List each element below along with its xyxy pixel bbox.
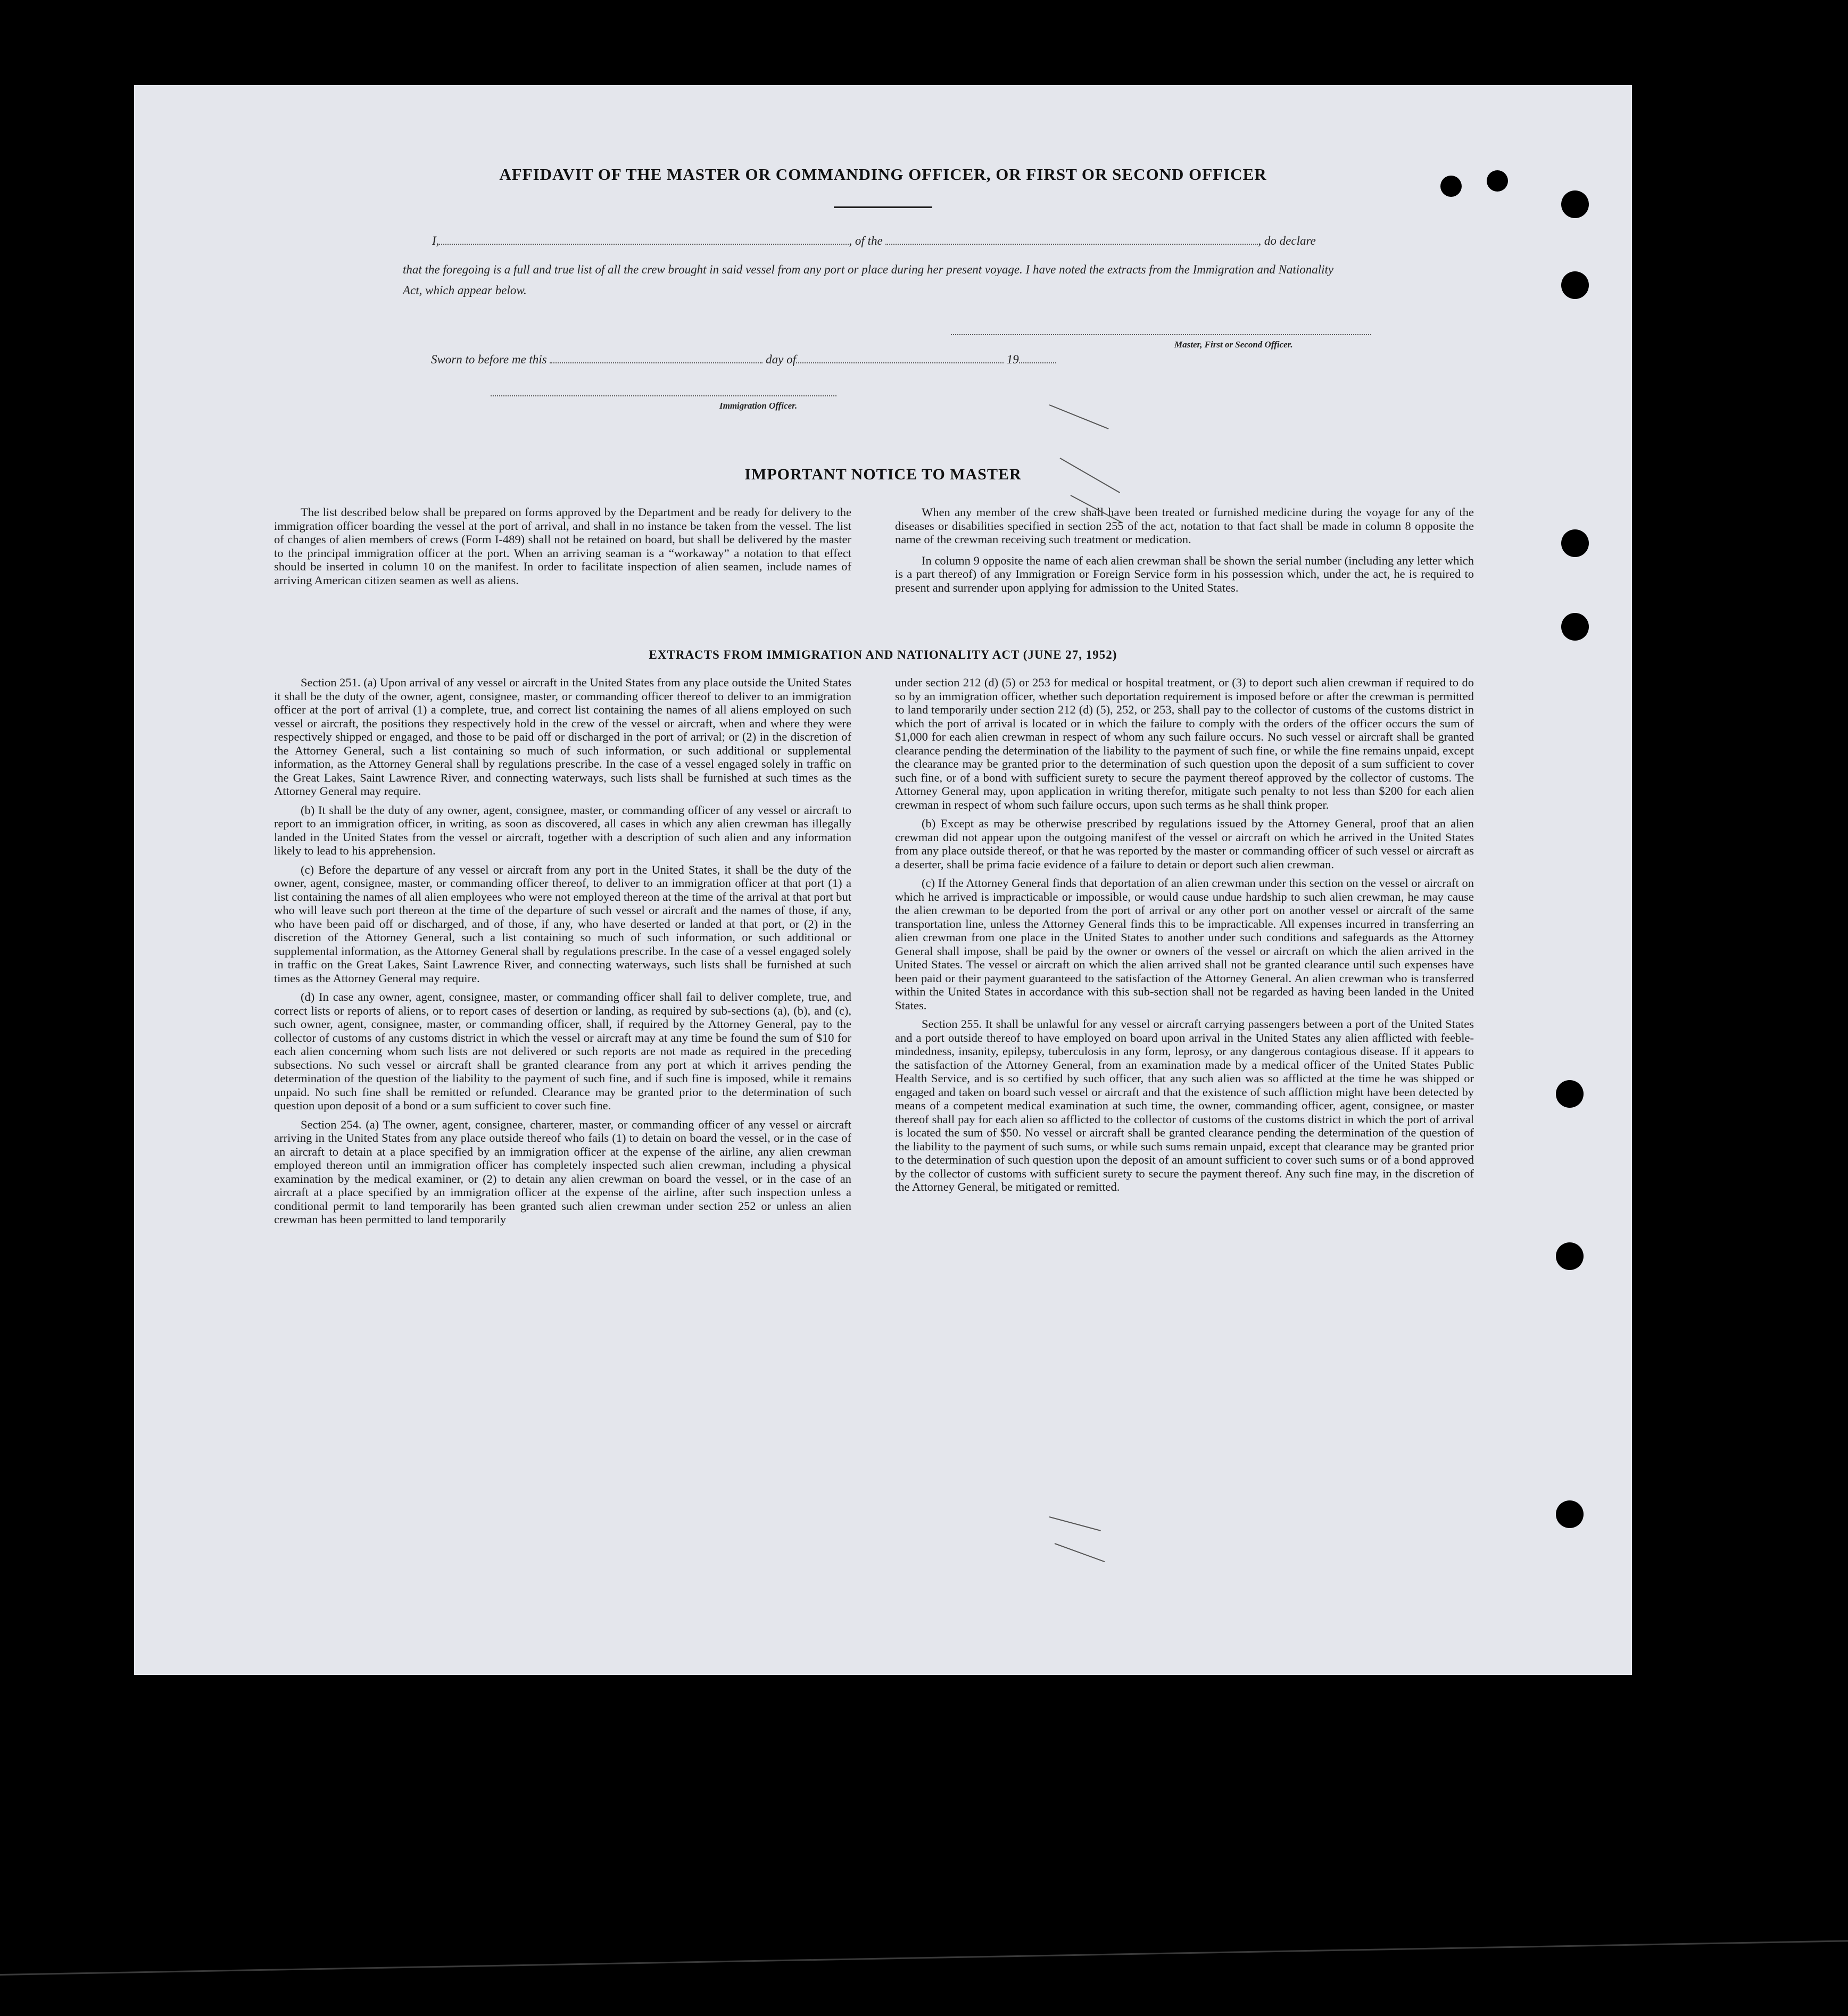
punch-hole — [1556, 1500, 1584, 1528]
pen-mark — [1049, 1516, 1101, 1531]
extracts-right-column — [895, 676, 1474, 1199]
section-251-d: (d) In case any owner, agent, consignee, master, or commanding officer shall fail to deliver complete, true, and correct lists or reports of aliens, or to report cases of desertion or landing, as required by sub-sections (a), (b), and (c), such owner, agent, consignee, master, or commanding officer, shall, if required by the Attorney General, pay to the collector of customs of any customs district in which the vessel or aircraft may at any time be found the sum of $10 for each alien concerning whom such lists are not delivered or such reports are not made as required in the preceding subsections. No such vessel or aircraft shall be granted clearance from any port at which it arrives pending the determination of the question of the liability to the payment of such fine, and if such fine is imposed, while it remains unpaid. No such fine shall be remitted or refunded. Clearance may be granted prior to the determination of such question upon deposit of a bond or a sum sufficient to cover such fine. — [274, 990, 851, 1112]
sworn-year-field[interactable] — [1019, 354, 1056, 363]
section-251-a: Section 251. (a) Upon arrival of any vessel or aircraft in the United States from any place outside the United States it shall be the duty of the owner, agent, consignee, master, or commanding officer thereof to deliver to an immigration officer at the port of arrival (1) a complete, true, and correct list containing the names of all aliens employed on such vessel or aircraft, the positions they respectively hold in the crew of the vessel or aircraft, when and where they were respectively shipped or engaged, and those to be paid off or discharged in the port of arrival; or (2) in the discretion of the Attorney General, such a list containing so much of such information, or such additional or supplemental information, as the Attorney General shall by regulations prescribe. In the case of a vessel engaged solely in traffic on the Great Lakes, Saint Lawrence River, and connecting waterways, such lists shall be furnished at such times as the Attorney General may require. — [274, 676, 851, 798]
notice-right-column — [895, 505, 1474, 600]
i-label: I, — [432, 234, 440, 247]
notice-right-paragraph-2: In column 9 opposite the name of each alien crewman shall be shown the serial number (including any letter which is a part thereof) of any Immigration or Foreign Service form in his possession which, under the act, he is required to present and surrender upon applying for admission to the United States. — [895, 553, 1474, 594]
punch-hole — [1556, 1080, 1584, 1108]
sworn-label: Sworn to before me this — [431, 353, 547, 366]
pen-mark — [1049, 404, 1109, 429]
affidavit-title: AFFIDAVIT OF THE MASTER OR COMMANDING OFFICER, OR FIRST OR SECOND OFFICER — [499, 165, 1267, 184]
officer-signature-line[interactable] — [491, 395, 836, 396]
document-page — [134, 85, 1632, 1675]
section-254-a: Section 254. (a) The owner, agent, consignee, charterer, master, or commanding officer of any vessel or aircraft arriving in the United States from any place outside thereof who fails (1) to detain on board the vessel, or in the case of an aircraft to detain at a place specified by an immigration officer at the expense of the airline, any alien crewman employed thereon until an immigration officer has completely inspected such alien crewman, including a physical examination by the medical examiner, or (2) to detain any alien crewman on board the vessel, or in the case of an aircraft at a place specified by an immigration officer at the expense of the airline, after such inspection unless a conditional permit to land temporarily has been granted such alien crewman under section 252 or unless an alien crewman has been permitted to land temporarily — [274, 1117, 851, 1226]
title-rule — [834, 206, 932, 208]
section-251-b: (b) It shall be the duty of any owner, agent, consignee, master, or commanding officer of any vessel or aircraft to report to an immigration officer, in writing, as soon as discovered, all cases in which any alien crewman has illegally landed in the United States from the vessel or aircraft, together with a description of such alien and any information likely to lead to his apprehension. — [274, 803, 851, 857]
section-254-c: (c) If the Attorney General finds that deportation of an alien crewman under this section on the vessel or aircraft on which he arrived is impracticable or impossible, or would cause undue hardship to such alien crewman, he may cause the alien crewman to be deported from the port of arrival or any other port on another vessel or aircraft of the same transportation line, unless the Attorney General finds this to be impracticable. All expenses incurred in transferring an alien crewman from one place in the United States to another under such conditions and safeguards as the Attorney General shall impose, shall be paid by the owner or owners of the vessel or aircraft on which the alien arrived in the United States. The vessel or aircraft on which the alien arrived shall not be granted clearance until such expenses have been paid or their payment guaranteed to the satisfaction of the Attorney General. An alien crewman who is transferred within the United States in accordance with this sub-section shall not be regarded as having been landed in the United States. — [895, 876, 1474, 1012]
master-caption: Master, First or Second Officer. — [1174, 339, 1293, 350]
sworn-day-field[interactable] — [550, 354, 763, 363]
notice-left-paragraph: The list described below shall be prepared on forms approved by the Department and be ready for delivery to the immigration officer boarding the vessel at the port of arrival, and shall in no instance be taken from the vessel. The list of changes of alien members of crews (Form I-489) shall not be retained on board, but shall be delivered by the master to the principal immigration officer at the port. When an arriving seaman is a “workaway” a notation to that effect should be inserted in column 10 on the manifest. In order to facilitate inspection of alien seamen, include names of arriving American citizen seamen as well as aliens. — [274, 505, 851, 587]
punch-hole — [1561, 190, 1589, 218]
do-declare-label: , do declare — [1258, 234, 1316, 247]
declaration-text: that the foregoing is a full and true list of all the crew brought in said vessel from any port or place during her present voyage. I have noted the extracts from the Immigration and Nationality Act, which appear below. — [403, 263, 1334, 297]
of-the-label: , of the — [849, 234, 883, 247]
section-254-b: (b) Except as may be otherwise prescribed by regulations issued by the Attorney General, proof that an alien crewman did not appear upon the outgoing manifest of the vessel or aircraft on which he arrived in the United States from any place outside thereof, or that he was reported by the master or commanding officer of such vessel or aircraft as a deserter, shall be prima facie evidence of a failure to detain or deport such alien crewman. — [895, 817, 1474, 871]
section-251-c: (c) Before the departure of any vessel or aircraft from any port in the United States, it shall be the duty of the owner, agent, consignee, master, or commanding officer thereof, to deliver to an immigration officer at that port (1) a list containing the names of all alien employees who were not employed thereon at the time of the arrival at that port but who will leave such port thereon at the time of the departure of such vessel or aircraft and the names of those, if any, who have been paid off or discharged, and of those, if any, who have deserted or landed at that port, or (2) in the discretion of the Attorney General, such a list containing so much of such information, or such additional or supplemental information, as the Attorney General shall by regulations prescribe. In the case of a vessel engaged solely in traffic on the Great Lakes, Saint Lawrence River, and connecting waterways, such lists shall be furnished at such times as the Attorney General may require. — [274, 862, 851, 985]
officer-caption: Immigration Officer. — [719, 401, 798, 411]
punch-hole — [1556, 1242, 1584, 1270]
notice-right-paragraph-1: When any member of the crew shall have been treated or furnished medicine during the voyage for any of the diseases or disabilities specified in section 255 of the act, notation to that fact shall be made in column 8 opposite the name of the crewman receiving such treatment or medication. — [895, 505, 1474, 546]
scan-edge-line — [0, 1940, 1848, 1976]
extracts-left-column — [274, 676, 851, 1232]
day-of-label: day of — [766, 353, 796, 366]
section-254-a-continued: under section 212 (d) (5) or 253 for medical or hospital treatment, or (3) to deport such alien crewman if required to do so by an immigration officer, whether such deportation requirement is imposed before or after the crewman is permitted to land temporarily under section 212 (d) (5), 252, or 253, shall pay to the collector of customs of the customs district in which the port of arrival is located or in which the failure to comply with the orders of the officer occurs the sum of $1,000 for each alien crewman in respect of whom any such failure occurs. No such vessel or aircraft shall be granted clearance pending the determination of the liability to the payment of such fine, or while the fine remains unpaid, except the clearance may be granted prior to the determination of such question upon the deposit of a sum sufficient to cover such fine, or of a bond with sufficient surety to secure the payment thereof approved by the collector of customs. The Attorney General may, upon application in writing therefor, mitigate such penalty to not less than $200 for each alien crewman in respect of whom such failure occurs, upon such terms as he shall think proper. — [895, 676, 1474, 811]
punch-hole — [1561, 271, 1589, 299]
section-255: Section 255. It shall be unlawful for any vessel or aircraft carrying passengers between a port of the United States and a port outside thereof to have employed on board upon arrival in the United States any alien afflicted with feeble-mindedness, insanity, epilepsy, tuberculosis in any form, leprosy, or any dangerous contagious disease. If it appears to the satisfaction of the Attorney General, from an examination made by a medical officer of the United States Public Health Service, and is so certified by such officer, that any such alien was so afflicted at the time he was shipped or engaged and taken on board such vessel or aircraft and that the existence of such affliction might have been detected by means of a competent medical examination at such time, the owner, commanding officer, agent, consignee, or master thereof shall pay for each alien so afflicted to the collector of customs of the customs district in which the port of arrival is located the sum of $50. No vessel or aircraft shall be granted clearance pending the determination of the question of the liability to the payment of such sums, or while such sums remain unpaid, except that clearance may be granted prior to the determination of such question upon the deposit of an amount sufficient to cover such sums or of a bond approved by the collector of customs with sufficient surety to secure the payment thereof. Any such fine may, in the discretion of the Attorney General, be mitigated or remitted. — [895, 1017, 1474, 1193]
vessel-field[interactable] — [885, 235, 1258, 245]
notice-title: IMPORTANT NOTICE TO MASTER — [744, 466, 1022, 483]
sworn-month-field[interactable] — [796, 354, 1004, 363]
pen-mark — [1055, 1543, 1105, 1562]
extracts-title: EXTRACTS FROM IMMIGRATION AND NATIONALITY ACT (JUNE 27, 1952) — [649, 648, 1117, 661]
year-label: 19 — [1006, 353, 1019, 366]
sworn-line — [431, 353, 1056, 367]
punch-hole — [1561, 613, 1589, 641]
name-field[interactable] — [439, 235, 849, 245]
master-signature-line[interactable] — [951, 334, 1371, 335]
notice-left-column — [274, 505, 851, 592]
punch-hole — [1561, 529, 1589, 557]
declarant-line — [432, 234, 1316, 248]
